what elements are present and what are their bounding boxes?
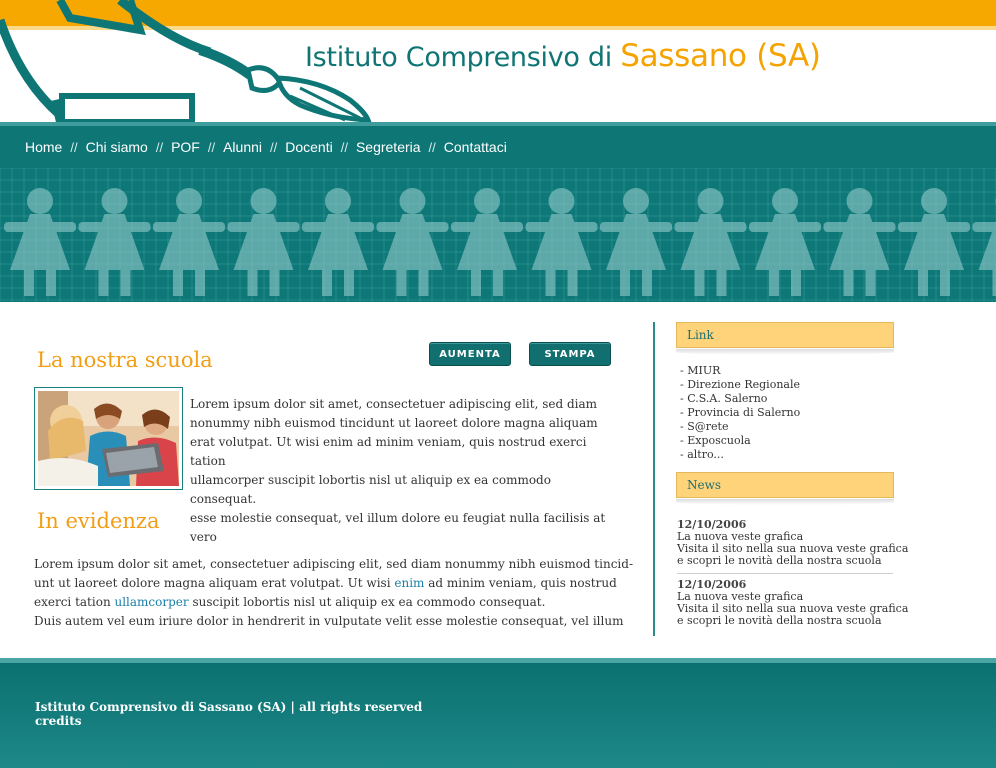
- sidebar-link-provincia-salerno[interactable]: - Provincia di Salerno: [680, 406, 801, 419]
- nav-item-home[interactable]: Home: [25, 139, 63, 155]
- nav-item-chi-siamo[interactable]: Chi siamo: [85, 139, 148, 155]
- nav-item-pof[interactable]: POF: [171, 139, 200, 155]
- main-content: [0, 302, 996, 658]
- sidebar-link-list: [680, 364, 800, 462]
- intro-line: nonummy nibh euismod tincidunt ut laoreet dolore magna aliquam: [190, 416, 598, 430]
- sidebar-link-heading: Link: [676, 322, 894, 348]
- intro-line: ullamcorper suscipit lobortis nisl ut aliquip ex ea commodo consequat.: [190, 473, 551, 506]
- nav-item-contattaci[interactable]: Contattaci: [443, 139, 507, 155]
- evidenza-text: exerci tation: [34, 595, 115, 609]
- site-title: [305, 38, 821, 74]
- stampa-button[interactable]: STAMPA: [529, 342, 611, 366]
- sidebar-link-altro[interactable]: - altro...: [680, 448, 724, 461]
- paper-dolls-banner: [0, 168, 996, 302]
- nav-item-docenti[interactable]: Docenti: [285, 139, 333, 155]
- footer-credits-link[interactable]: credits: [35, 714, 82, 728]
- nav-item-alunni[interactable]: Alunni: [223, 139, 263, 155]
- news-text: Visita il sito nella sua nuova veste grafica: [677, 542, 909, 555]
- sidebar-link-miur[interactable]: - MIUR: [680, 364, 721, 377]
- intro-line: esse molestie consequat, vel illum dolore eu feugiat nulla facilisis at vero: [190, 511, 606, 544]
- sidebar-link-srete[interactable]: - S@rete: [680, 420, 729, 433]
- nav-item-segreteria[interactable]: Segreteria: [355, 139, 421, 155]
- intro-line: Lorem ipsum dolor sit amet, consectetuer adipiscing elit, sed diam: [190, 397, 598, 411]
- intro-line: erat volutpat. Ut wisi enim ad minim veniam, quis nostrud exerci tation: [190, 435, 587, 468]
- paper-dolls-icon: [0, 168, 996, 302]
- news-separator: [677, 573, 893, 574]
- footer-copyright: Istituto Comprensivo di Sassano (SA) | all rights reserved: [35, 700, 423, 714]
- header: [0, 0, 996, 122]
- enim-link[interactable]: enim: [394, 576, 425, 590]
- news-date: 12/10/2006: [677, 578, 747, 591]
- nav-separator: //: [270, 139, 278, 155]
- sidebar-news-heading: News: [676, 472, 894, 498]
- evidenza-text: ad minim veniam, quis nostrud: [424, 576, 617, 590]
- ullamcorper-link[interactable]: ullamcorper: [114, 595, 189, 609]
- sidebar-heading-shadow: [676, 499, 894, 505]
- footer: [0, 658, 996, 768]
- news-text: Visita il sito nella sua nuova veste grafica: [677, 602, 909, 615]
- students-laptop-image: [38, 391, 179, 486]
- site-title-prefix: Istituto Comprensivo di: [305, 42, 621, 73]
- news-title: La nuova veste grafica: [677, 530, 804, 543]
- nav-separator: //: [207, 139, 216, 155]
- section-title-la-nostra-scuola: La nostra scuola: [37, 348, 213, 372]
- section-title-in-evidenza: In evidenza: [37, 509, 160, 533]
- evidenza-paragraph: [34, 555, 634, 631]
- intro-paragraph: [190, 395, 620, 547]
- news-date: 12/10/2006: [677, 518, 747, 531]
- site-title-accent: Sassano (SA): [620, 38, 821, 74]
- news-title: La nuova veste grafica: [677, 590, 804, 603]
- column-divider: [653, 322, 655, 636]
- sidebar-link-direzione-regionale[interactable]: - Direzione Regionale: [680, 378, 800, 391]
- nav-separator: //: [340, 139, 348, 155]
- sidebar-link-csa-salerno[interactable]: - C.S.A. Salerno: [680, 392, 768, 405]
- nav-separator: //: [70, 139, 78, 155]
- main-navigation: [0, 122, 996, 168]
- sidebar-link-exposcuola[interactable]: - Exposcuola: [680, 434, 751, 447]
- evidenza-line: [34, 574, 634, 593]
- evidenza-line: [34, 593, 634, 612]
- aumenta-button[interactable]: AUMENTA: [429, 342, 511, 366]
- news-item[interactable]: [677, 519, 937, 567]
- news-text: e scopri le novità della nostra scuola: [677, 554, 882, 567]
- evidenza-text: unt ut laoreet dolore magna aliquam erat volutpat. Ut wisi: [34, 576, 395, 590]
- sidebar-heading-shadow: [676, 349, 894, 355]
- evidenza-line: Duis autem vel eum iriure dolor in hendrerit in vulputate velit esse molestie consequat, vel illum: [34, 614, 624, 628]
- students-photo: [34, 387, 183, 490]
- nav-separator: //: [428, 139, 436, 155]
- nav-separator: //: [155, 139, 164, 155]
- evidenza-line: Lorem ipsum dolor sit amet, consectetuer adipiscing elit, sed diam nonummy nibh euismod tincid-: [34, 557, 633, 571]
- news-text: e scopri le novità della nostra scuola: [677, 614, 882, 627]
- evidenza-text: suscipit lobortis nisl ut aliquip ex ea commodo consequat.: [188, 595, 546, 609]
- news-item[interactable]: [677, 579, 937, 627]
